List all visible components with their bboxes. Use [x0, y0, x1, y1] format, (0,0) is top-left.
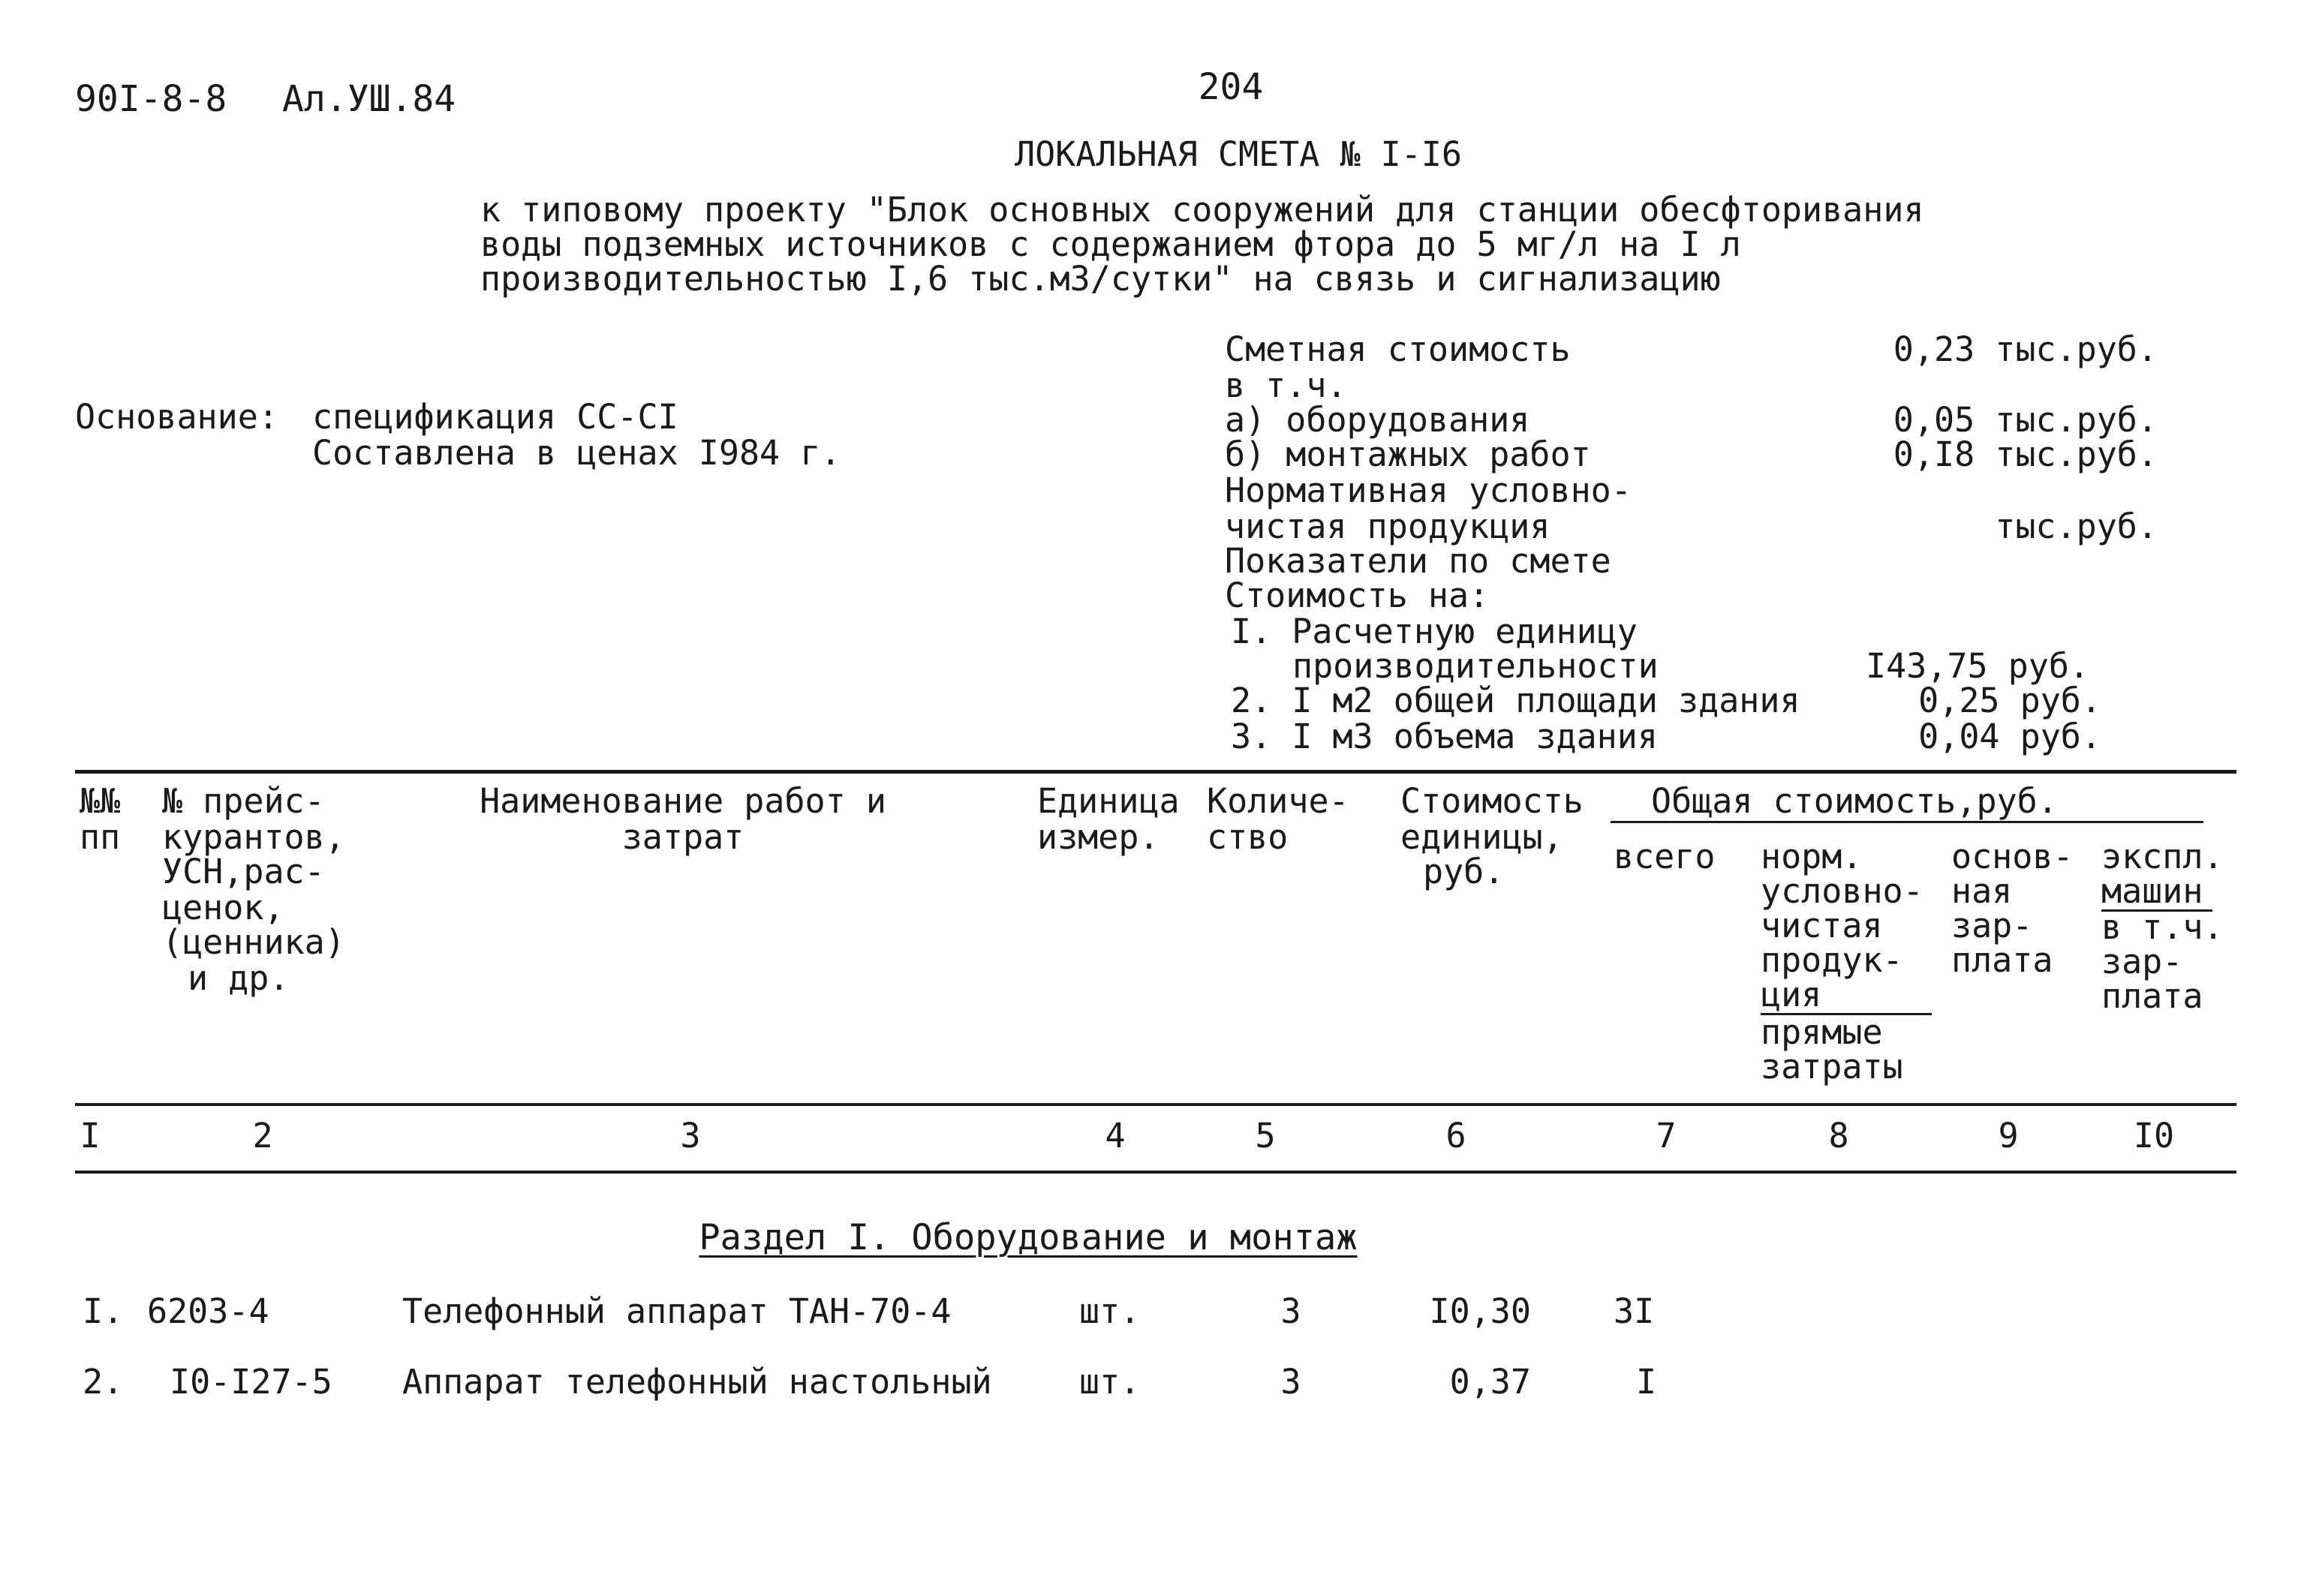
header-col1-line2: пп	[80, 817, 121, 857]
header-col5-line2: ство	[1207, 817, 1289, 857]
header-col4-line2: измер.	[1037, 817, 1160, 857]
header-col10-line2: машин	[2101, 873, 2212, 912]
column-number-3: 3	[680, 1116, 701, 1156]
header-col6-line1: Стоимость	[1400, 781, 1584, 821]
header-col9-line4: плата	[1951, 940, 2053, 980]
header-col10-bottom-line1: в т.ч.	[2101, 907, 2224, 947]
area-value: 0,25 руб.	[1918, 681, 2101, 720]
volume-label: 3. I м3 объема здания	[1231, 717, 1658, 756]
normative-value: тыс.руб.	[1995, 506, 2158, 546]
header-col4-line1: Единица	[1037, 781, 1180, 821]
page-number: 204	[1198, 66, 1264, 108]
volume-value: 0,04 руб.	[1918, 717, 2101, 756]
header-col3-line2: затрат	[621, 817, 744, 857]
normative-label-2: чистая продукция	[1225, 506, 1551, 546]
total-group-rule	[1611, 821, 2203, 823]
basis-label: Основание:	[75, 397, 278, 437]
cost-per-label: Стоимость на:	[1225, 576, 1490, 615]
normative-label-1: Нормативная условно-	[1225, 470, 1632, 510]
header-col8-line1: норм.	[1761, 837, 1863, 876]
column-number-10: I0	[2133, 1116, 2175, 1156]
header-col5-line1: Количе-	[1207, 781, 1349, 821]
header-col10-line1: экспл.	[2101, 837, 2224, 876]
subtitle-line-1: к типовому проекту "Блок основных сооружений для станции обесфторивания	[480, 190, 1924, 230]
document-code: 90I-8-8	[75, 78, 227, 120]
header-bottom-rule	[75, 1103, 2236, 1106]
prices-year: Составлена в ценах I984 г.	[312, 433, 841, 473]
installation-value: 0,I8 тыс.руб.	[1893, 434, 2158, 474]
row-number: 2.	[83, 1362, 124, 1402]
row-qty: 3	[1280, 1291, 1301, 1331]
row-qty: 3	[1280, 1362, 1301, 1402]
table-top-rule	[75, 770, 2236, 774]
header-col2-line1: № прейс-	[162, 781, 325, 821]
header-col2-line5: (ценника)	[162, 922, 345, 962]
header-col3-line1: Наименование работ и	[480, 781, 886, 821]
unit-label-2: производительности	[1292, 646, 1659, 686]
row-code: I0-I27-5	[170, 1362, 332, 1402]
header-col8-bottom-line2: затраты	[1761, 1047, 1903, 1087]
section-title: Раздел I. Оборудование и монтаж	[699, 1217, 1358, 1258]
header-col8-line5: ция	[1761, 977, 1932, 1015]
row-total: I	[1636, 1362, 1657, 1402]
column-number-5: 5	[1255, 1116, 1276, 1156]
header-col9-line1: основ-	[1951, 837, 2074, 876]
estimated-cost-label: Сметная стоимость	[1225, 329, 1571, 369]
column-number-9: 9	[1998, 1116, 2019, 1156]
row-price: 0,37	[1449, 1362, 1531, 1402]
header-col8-line4: продук-	[1761, 940, 1903, 980]
document-title: ЛОКАЛЬНАЯ СМЕТА № I-I6	[1014, 134, 1463, 174]
header-col2-line2: курантов,	[162, 817, 345, 857]
column-number-2: 2	[252, 1116, 273, 1156]
equipment-value: 0,05 тыс.руб.	[1893, 400, 2158, 440]
basis-value: спецификация СС-СI	[312, 397, 678, 437]
subtitle-line-3: производительностью I,6 тыс.м3/сутки" на связь и сигнализацию	[480, 259, 1721, 299]
header-col9-line2: ная	[1951, 871, 2013, 911]
header-col2-line6: и др.	[188, 958, 290, 998]
header-col8-line2: условно-	[1761, 871, 1924, 911]
estimated-cost-value: 0,23 тыс.руб.	[1893, 329, 2158, 369]
row-code: 6203-4	[147, 1291, 269, 1331]
indicators-label: Показатели по смете	[1225, 541, 1611, 581]
header-total-group: Общая стоимость,руб.	[1651, 781, 2058, 821]
column-number-8: 8	[1828, 1116, 1849, 1156]
header-col10-bottom-line3: плата	[2101, 976, 2203, 1016]
unit-value: I43,75 руб.	[1866, 646, 2090, 686]
header-col10-bottom-line2: зар-	[2101, 942, 2183, 981]
equipment-label: а) оборудования	[1225, 400, 1530, 440]
subtitle-line-2: воды подземных источников с содержанием фтора до 5 мг/л на I л	[480, 224, 1741, 264]
header-col8-line3: чистая	[1761, 906, 1883, 945]
row-number: I.	[83, 1291, 124, 1331]
column-number-1: I	[80, 1116, 101, 1156]
column-number-6: 6	[1445, 1116, 1466, 1156]
header-col1-line1: №№	[80, 781, 121, 821]
row-unit: шт.	[1079, 1291, 1141, 1331]
header-col2-line3: УСН,рас-	[162, 852, 325, 891]
header-col8-bottom-line1: прямые	[1761, 1012, 1883, 1052]
row-price: I0,30	[1429, 1291, 1531, 1331]
header-col9-line3: зар-	[1951, 906, 2033, 945]
row-name: Аппарат телефонный настольный	[402, 1362, 992, 1402]
header-col2-line4: ценок,	[162, 888, 284, 927]
header-col7: всего	[1614, 837, 1716, 876]
row-name: Телефонный аппарат ТАН-70-4	[402, 1291, 952, 1331]
album-code: Ал.УШ.84	[282, 78, 456, 120]
row-unit: шт.	[1079, 1362, 1141, 1402]
column-numbers-bottom-rule	[75, 1171, 2236, 1174]
including-label: в т.ч.	[1225, 365, 1347, 405]
header-col6-line3: руб.	[1423, 852, 1505, 891]
area-label: 2. I м2 общей площади здания	[1231, 681, 1800, 720]
unit-label-1: I. Расчетную единицу	[1231, 612, 1638, 651]
row-total: 3I	[1614, 1291, 1655, 1331]
header-col6-line2: единицы,	[1400, 817, 1563, 857]
column-number-4: 4	[1105, 1116, 1126, 1156]
installation-label: б) монтажных работ	[1225, 434, 1591, 474]
column-number-7: 7	[1656, 1116, 1677, 1156]
